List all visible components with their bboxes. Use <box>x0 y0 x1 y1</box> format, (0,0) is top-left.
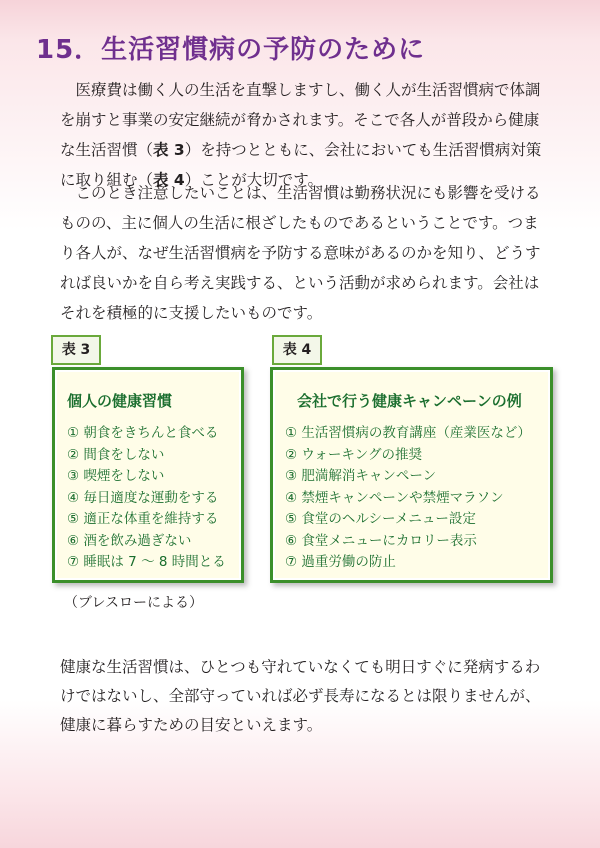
list-item: ⑤ 適正な体重を維持する <box>67 511 219 527</box>
list-item: ⑥ 食堂メニューにカロリー表示 <box>285 532 477 549</box>
list-item: ① 生活習慣病の教育講座（産業医など） <box>285 425 531 441</box>
table3-title: 個人の健康習慣 <box>67 392 173 410</box>
source-note: （ブレスローによる） <box>64 595 204 611</box>
closing-paragraph: 健康な生活習慣は、ひとつも守れていなくても明日すぐに発病するわけではないし、全部守っていれば必ず長寿になるとは限りませんが、健康に暮らすための目安といえます。 <box>60 658 541 734</box>
list-item: ② ウォーキングの推奨 <box>285 446 422 463</box>
list-item: ④ 禁煙キャンペーンや禁煙マラソン <box>285 489 504 506</box>
table3-inner <box>55 370 241 580</box>
table4-list <box>285 423 548 574</box>
table3-box <box>52 367 244 583</box>
page-title: 15．生活習慣病の予防のために <box>36 35 426 65</box>
table4-reference: 表 4 <box>153 171 185 189</box>
intro-text-1: 医療費は働く人の生活を直撃しますし、働く人が生活習慣病で体調を崩すと事業の安定継続が脅かされます。そこで各人が普段から健康な生活習慣（ <box>60 81 541 159</box>
table4-inner <box>273 370 550 580</box>
table3-list <box>67 423 239 574</box>
list-item: ⑦ 過重労働の防止 <box>285 554 396 570</box>
list-item: ① 朝食をきちんと食べる <box>67 425 219 441</box>
table3-label: 表 3 <box>51 335 101 365</box>
table4-title: 会社で行う健康キャンペーンの例 <box>297 392 522 410</box>
intro-text-3: ）ことが大切です。 <box>184 171 323 189</box>
list-item: ⑤ 食堂のヘルシーメニュー設定 <box>285 511 476 527</box>
list-item: ⑥ 酒を飲み過ぎない <box>67 532 192 549</box>
list-item: ② 間食をしない <box>67 446 165 463</box>
lifestyle-paragraph: このとき注意したいことは、生活習慣は勤務状況にも影響を受けるものの、主に個人の生活に根ざしたものであるということです。つまり各人が、なぜ生活習慣病を予防する意味があるのかを知り、どうすれば良いかを自ら考え実践する、という活動が求められます。会社はそれを積極的に支援したいものです。 <box>60 184 541 322</box>
list-item: ⑦ 睡眠は 7 ～ 8 時間とる <box>67 554 226 570</box>
table4-label: 表 4 <box>272 335 322 365</box>
list-item: ④ 毎日適度な運動をする <box>67 489 219 506</box>
table4-box <box>270 367 553 583</box>
list-item: ③ 肥満解消キャンペーン <box>285 468 437 484</box>
table3-reference: 表 3 <box>153 141 185 159</box>
intro-paragraph <box>60 75 550 195</box>
intro-text-2: ）を持つとともに、会社においても生活習慣病対策に取り組む（ <box>60 141 542 189</box>
list-item: ③ 喫煙をしない <box>67 468 165 484</box>
